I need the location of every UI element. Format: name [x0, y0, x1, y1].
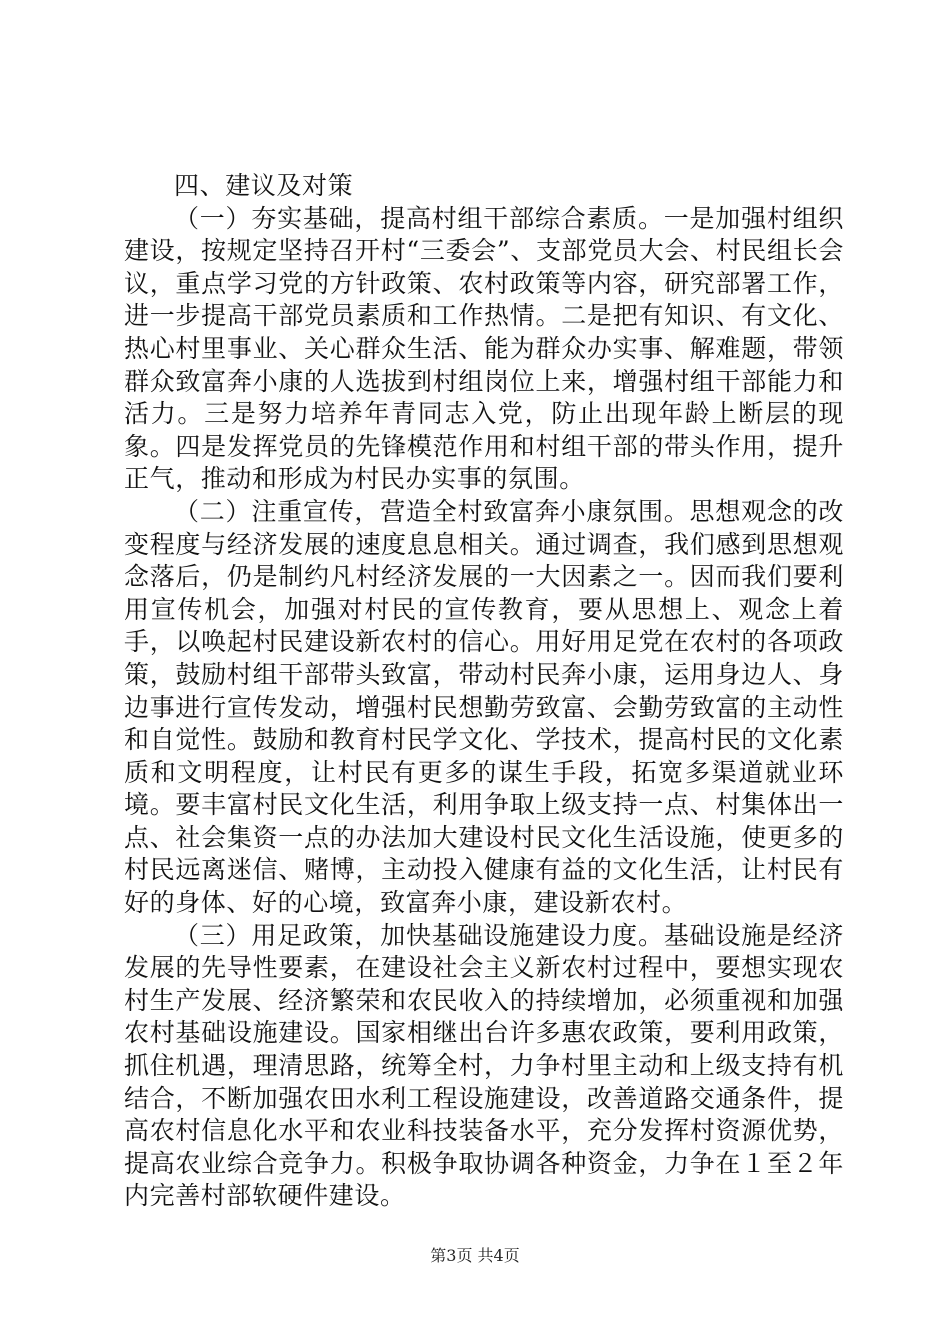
paragraph-3: （三）用足政策，加快基础设施建设力度。基础设施是经济发展的先导性要素，在建设社会主义新农村过程中，要想实现农村生产发展、经济繁荣和农民收入的持续增加，必须重视和加强农村基础设施建设。国家相继出台许多惠农政策，要利用政策，抓住机遇，理清思路，统筹全村，力争村里主动和上级支持有机结合，不断加强农田水利工程设施建设，改善道路交通条件，提高农村信息化水平和农业科技装备水平，充分发挥村资源优势，提高农业综合竞争力。积极争取协调各种资金，力争在１至２年内完善村部软硬件建设。 — [124, 920, 844, 1211]
section-heading: 四、建议及对策 — [174, 171, 354, 200]
page-number-label: 第3页 共4页 — [430, 1246, 520, 1265]
page-footer — [0, 1246, 950, 1266]
document-body — [124, 170, 844, 1213]
paragraph-1: （一）夯实基础，提高村组干部综合素质。一是加强村组织建设，按规定坚持召开村“三委会”、支部党员大会、村民组长会议，重点学习党的方针政策、农村政策等内容，研究部署工作，进一步提高干部党员素质和工作热情。二是把有知识、有文化、热心村里事业、关心群众生活、能为群众办实事、解难题，带领群众致富奔小康的人选拔到村组岗位上来，增强村组干部能力和活力。三是努力培养年青同志入党，防止出现年龄上断层的现象。四是发挥党员的先锋模范作用和村组干部的带头作用，提升正气，推动和形成为村民办实事的氛围。 — [124, 203, 844, 494]
paragraph-2: （二）注重宣传，营造全村致富奔小康氛围。思想观念的改变程度与经济发展的速度息息相关。通过调查，我们感到思想观念落后，仍是制约凡村经济发展的一大因素之一。因而我们要利用宣传机会，加强对村民的宣传教育，要从思想上、观念上着手，以唤起村民建设新农村的信心。用好用足党在农村的各项政策，鼓励村组干部带头致富，带动村民奔小康，运用身边人、身边事进行宣传发动，增强村民想勤劳致富、会勤劳致富的主动性和自觉性。鼓励和教育村民学文化、学技术，提高村民的文化素质和文明程度，让村民有更多的谋生手段，拓宽多渠道就业环境。要丰富村民文化生活，利用争取上级支持一点、村集体出一点、社会集资一点的办法加大建设村民文化生活设施，使更多的村民远离迷信、赌博，主动投入健康有益的文化生活，让村民有好的身体、好的心境，致富奔小康，建设新农村。 — [124, 496, 844, 918]
